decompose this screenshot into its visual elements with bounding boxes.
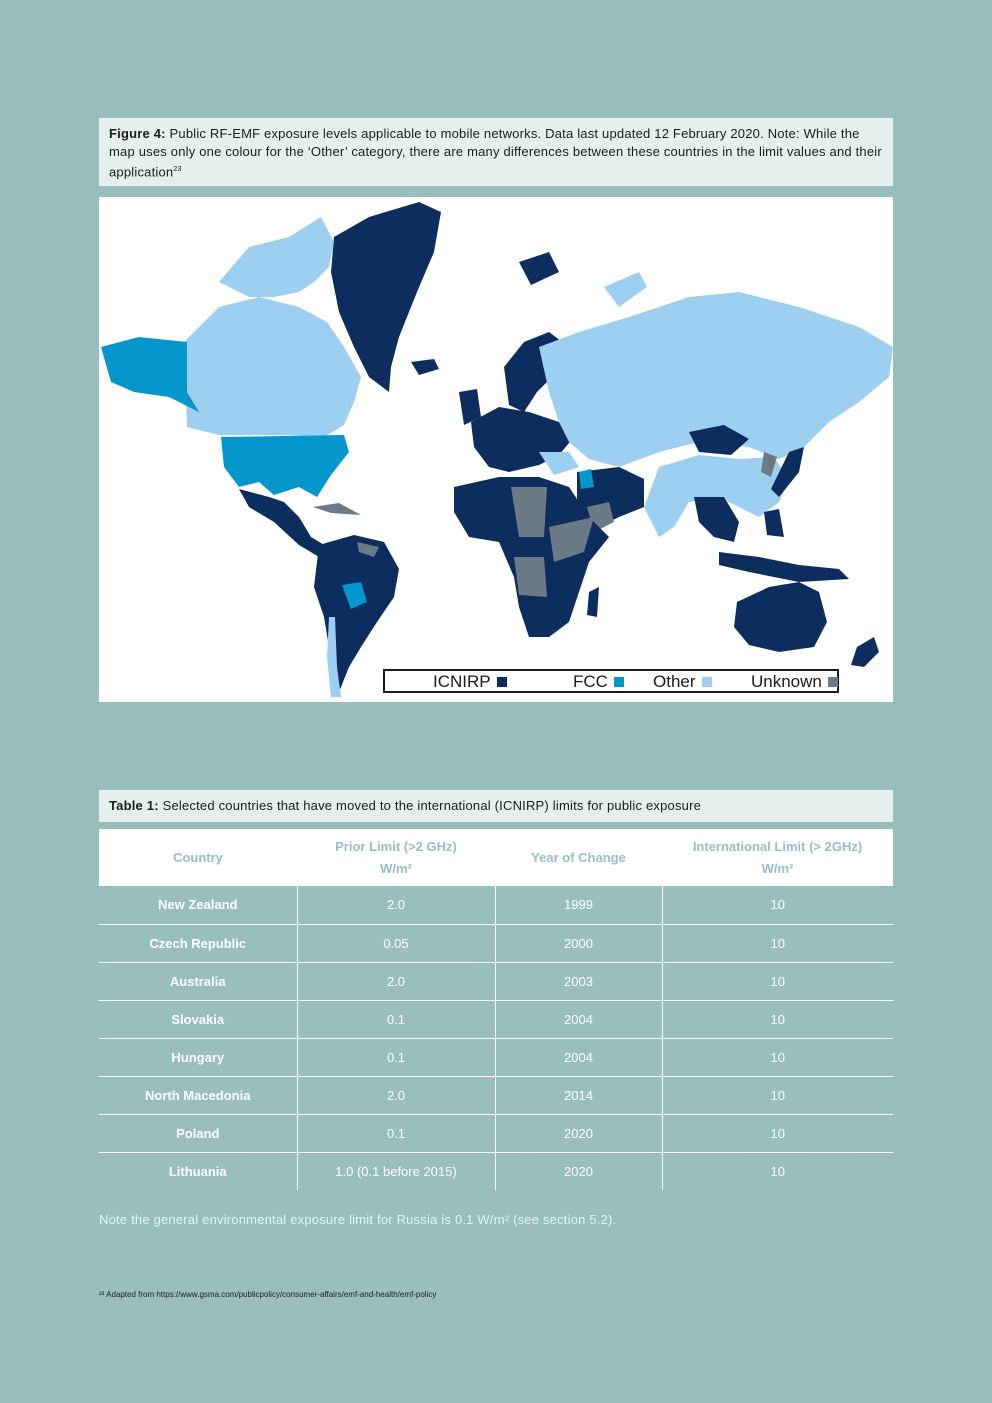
- madagascar: [587, 587, 599, 617]
- header-prior-limit-unit: W/m²: [380, 860, 412, 876]
- cell-country: New Zealand: [158, 897, 238, 913]
- russia-note: Note the general environmental exposure limit for Russia is 0.1 W/m² (see section 5.2).: [99, 1212, 617, 1227]
- footnote: ²³ Adapted from https://www.gsma.com/publicpolicy/consumer-affairs/emf-and-health/emf-policy: [99, 1290, 437, 1299]
- table-label: Table 1:: [109, 798, 159, 813]
- cell-intl-limit: 10: [662, 1076, 893, 1114]
- legend-swatch-fcc: [614, 677, 624, 687]
- southeast-asia: [694, 497, 739, 542]
- world-map-graphic: [99, 197, 893, 702]
- figure-label: Figure 4:: [109, 126, 166, 141]
- alaska: [101, 337, 199, 412]
- cell-year: 2014: [495, 1076, 662, 1114]
- balkans-other: [539, 452, 579, 475]
- table-row: [99, 924, 893, 962]
- cell-intl-limit: 10: [662, 1114, 893, 1152]
- cell-prior-limit: 2.0: [297, 886, 495, 924]
- legend-item-fcc: [573, 672, 624, 692]
- cell-intl-limit: 10: [662, 1152, 893, 1190]
- table-row: [99, 886, 893, 924]
- legend-swatch-other: [702, 677, 712, 687]
- table-row: [99, 1000, 893, 1038]
- caribbean: [313, 503, 361, 515]
- header-prior-limit: [297, 829, 495, 886]
- legend-swatch-icnirp: [497, 677, 507, 687]
- legend-label-fcc: FCC: [573, 672, 608, 691]
- cell-year: 2020: [495, 1152, 662, 1190]
- cell-year: 2020: [495, 1114, 662, 1152]
- cell-year: 2004: [495, 1038, 662, 1076]
- legend-swatch-unknown: [828, 677, 838, 687]
- cell-year: 1999: [495, 886, 662, 924]
- table-row: [99, 1076, 893, 1114]
- figure-caption: [99, 118, 893, 186]
- cell-intl-limit: 10: [662, 924, 893, 962]
- cell-year: 2003: [495, 962, 662, 1000]
- world-map: [99, 197, 893, 702]
- mexico: [239, 489, 331, 557]
- cell-country: Poland: [99, 1114, 297, 1152]
- figure-footnote-mark: 23: [173, 166, 182, 173]
- australia: [734, 582, 827, 652]
- header-intl-limit: [662, 829, 893, 886]
- header-intl-limit-unit: W/m²: [761, 860, 794, 876]
- header-year: Year of Change: [531, 849, 626, 865]
- table-caption-text: Selected countries that have moved to the international (ICNIRP) limits for public exposure: [158, 798, 702, 813]
- header-country: Country: [173, 849, 223, 865]
- novaya-zemlya: [604, 272, 647, 307]
- icnirp-adoption-table: [99, 829, 893, 1190]
- new-zealand: [851, 637, 879, 667]
- legend-label-unknown: Unknown: [751, 672, 822, 691]
- cell-country: Hungary: [99, 1038, 297, 1076]
- header-prior-limit-label: Prior Limit (>2 GHz): [335, 838, 457, 854]
- cell-intl-limit: 10: [662, 1000, 893, 1038]
- cell-prior-limit: 0.05: [297, 924, 495, 962]
- legend-item-unknown: [751, 672, 838, 692]
- legend-item-icnirp: [433, 672, 507, 692]
- svalbard: [519, 252, 559, 285]
- legend-label-other: Other: [653, 672, 696, 691]
- cell-intl-limit: 10: [662, 886, 893, 924]
- legend-label-icnirp: ICNIRP: [433, 672, 491, 691]
- figure-caption-text: Public RF-EMF exposure levels applicable to mobile networks. Data last updated 12 February 2020. Note: While the map uses only one colour for the ‘Other’ category, there are many differences between these countries in the limit values and their application: [109, 126, 882, 180]
- cell-prior-limit: 0.1: [297, 1114, 495, 1152]
- cell-year: 2000: [495, 924, 662, 962]
- cell-country: Czech Republic: [99, 924, 297, 962]
- iceland: [411, 359, 439, 375]
- canada: [184, 297, 361, 437]
- cell-intl-limit: 10: [662, 962, 893, 1000]
- africa-unknown-central: [514, 557, 547, 597]
- cell-country: Lithuania: [99, 1152, 297, 1190]
- cell-country: North Macedonia: [99, 1076, 297, 1114]
- cell-prior-limit: 0.1: [297, 1000, 495, 1038]
- cell-prior-limit: 0.1: [297, 1038, 495, 1076]
- table-row: [99, 1152, 893, 1190]
- header-intl-limit-label: International Limit (> 2GHz): [692, 838, 863, 854]
- cell-country: Slovakia: [99, 1000, 297, 1038]
- cell-prior-limit: 2.0: [297, 962, 495, 1000]
- cell-prior-limit: 1.0 (0.1 before 2015): [297, 1152, 495, 1190]
- table-row: [99, 962, 893, 1000]
- map-legend: [383, 669, 839, 693]
- indonesia: [719, 552, 849, 582]
- philippines: [764, 509, 784, 537]
- table-row: [99, 1038, 893, 1076]
- cell-country: Australia: [99, 962, 297, 1000]
- legend-item-other: [653, 672, 712, 692]
- cell-year: 2004: [495, 1000, 662, 1038]
- table-row: [99, 1114, 893, 1152]
- table-header-row: [99, 829, 893, 886]
- arctic-islands: [219, 217, 334, 297]
- cell-prior-limit: 2.0: [297, 1076, 495, 1114]
- usa: [221, 435, 349, 497]
- table-caption: [99, 790, 893, 822]
- cell-intl-limit: 10: [662, 1038, 893, 1076]
